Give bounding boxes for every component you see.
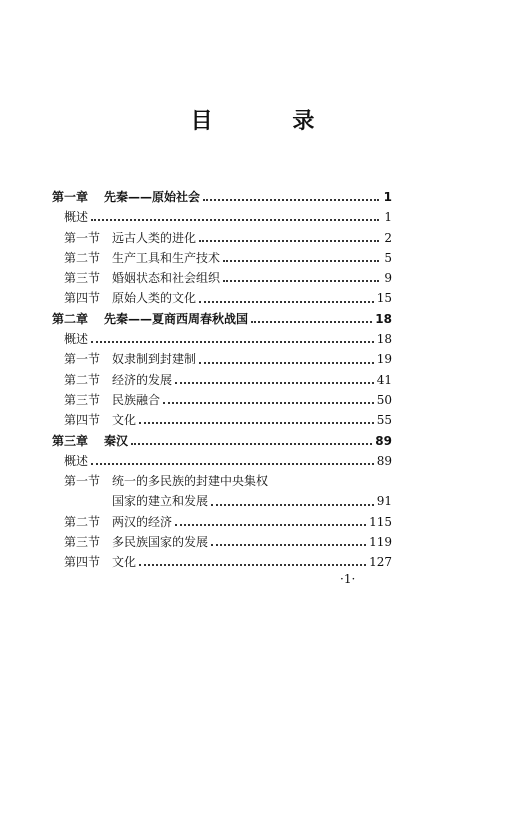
- section-number: 第四节: [64, 413, 101, 428]
- toc-overview[interactable]: [52, 329, 392, 349]
- section-title: 两汉的经济: [112, 514, 173, 529]
- leader-dots: [91, 463, 374, 465]
- page-number: 55: [376, 413, 392, 428]
- leader-dots: [211, 504, 374, 506]
- page-number: 18: [376, 332, 392, 347]
- chapter-number: 第三章: [52, 433, 89, 448]
- section-number: 第二节: [64, 514, 101, 529]
- toc-section[interactable]: [52, 370, 392, 390]
- section-number: 第二节: [64, 372, 101, 387]
- leader-dots: [223, 280, 379, 282]
- toc-section[interactable]: [52, 228, 392, 248]
- section-title: 民族融合: [112, 392, 161, 407]
- leader-dots: [199, 362, 374, 364]
- toc-section[interactable]: [52, 268, 392, 288]
- overview-label: 概述: [64, 210, 89, 225]
- leader-dots: [163, 402, 374, 404]
- section-number: 第二节: [64, 250, 101, 265]
- toc-section[interactable]: [52, 248, 392, 268]
- chapter-title: 先秦——夏商西周春秋战国: [104, 311, 249, 326]
- page-number: 5: [384, 250, 392, 265]
- page-number: 127: [369, 555, 392, 570]
- page-number: 41: [376, 372, 392, 387]
- section-title: 奴隶制到封建制: [112, 352, 197, 367]
- section-number: 第一节: [64, 474, 101, 489]
- toc-chapter-2[interactable]: [52, 309, 392, 329]
- page-number: 2: [384, 230, 392, 245]
- page-number: 1: [384, 210, 392, 225]
- toc-section[interactable]: [52, 288, 392, 308]
- overview-label: 概述: [64, 332, 89, 347]
- page-folio: ·1·: [340, 572, 356, 586]
- leader-dots: [91, 341, 374, 343]
- chapter-title: 秦汉: [104, 433, 129, 448]
- leader-dots: [223, 260, 379, 262]
- page-number: 119: [369, 535, 392, 550]
- section-title: 统一的多民族的封建中央集权: [112, 474, 269, 489]
- section-number: 第四节: [64, 555, 101, 570]
- page-number: 89: [375, 433, 392, 448]
- leader-dots: [251, 321, 372, 323]
- leader-dots: [175, 382, 374, 384]
- section-title: 生产工具和生产技术: [112, 250, 221, 265]
- page-number: 115: [369, 514, 392, 529]
- section-title: 原始人类的文化: [112, 291, 197, 306]
- leader-dots: [131, 443, 372, 445]
- page-title: 目 录: [190, 109, 351, 134]
- section-title: 婚姻状态和社会组织: [112, 271, 221, 286]
- toc-section[interactable]: [52, 512, 392, 532]
- leader-dots: [211, 544, 366, 546]
- toc-section[interactable]: [52, 410, 392, 430]
- toc-section[interactable]: [52, 552, 392, 572]
- section-title: 经济的发展: [112, 372, 173, 387]
- leader-dots: [199, 301, 374, 303]
- section-title: 远古人类的进化: [112, 230, 197, 245]
- toc-overview[interactable]: [52, 451, 392, 471]
- section-number: 第一节: [64, 230, 101, 245]
- page-number: 9: [384, 271, 392, 286]
- section-number: 第三节: [64, 535, 101, 550]
- page-number: 18: [375, 311, 392, 326]
- table-of-contents: [52, 187, 392, 573]
- section-title: 多民族国家的发展: [112, 535, 209, 550]
- toc-section[interactable]: [52, 390, 392, 410]
- section-title-continued: 国家的建立和发展: [112, 494, 209, 509]
- section-number: 第四节: [64, 291, 101, 306]
- leader-dots: [175, 524, 366, 526]
- leader-dots: [203, 199, 379, 201]
- page-number: 50: [376, 392, 392, 407]
- chapter-number: 第一章: [52, 190, 89, 204]
- toc-section[interactable]: [52, 349, 392, 369]
- toc-chapter-1[interactable]: [52, 187, 392, 207]
- leader-dots: [139, 564, 366, 566]
- section-number: 第三节: [64, 271, 101, 286]
- toc-section[interactable]: [52, 471, 392, 491]
- toc-section[interactable]: [52, 532, 392, 552]
- section-title: 文化: [112, 413, 137, 428]
- toc-overview[interactable]: [52, 207, 392, 227]
- page-number: 91: [376, 494, 392, 509]
- overview-label: 概述: [64, 453, 89, 468]
- page-number: 1: [383, 190, 392, 204]
- section-number: 第三节: [64, 392, 101, 407]
- section-number: 第一节: [64, 352, 101, 367]
- chapter-number: 第二章: [52, 311, 89, 326]
- toc-chapter-3[interactable]: [52, 431, 392, 451]
- leader-dots: [139, 422, 374, 424]
- section-title: 文化: [112, 555, 137, 570]
- page-number: 89: [376, 453, 392, 468]
- toc-section-continuation[interactable]: [52, 491, 392, 511]
- page-number: 15: [376, 291, 392, 306]
- page-number: 19: [376, 352, 392, 367]
- leader-dots: [199, 240, 379, 242]
- leader-dots: [91, 219, 379, 221]
- chapter-title: 先秦——原始社会: [104, 190, 201, 204]
